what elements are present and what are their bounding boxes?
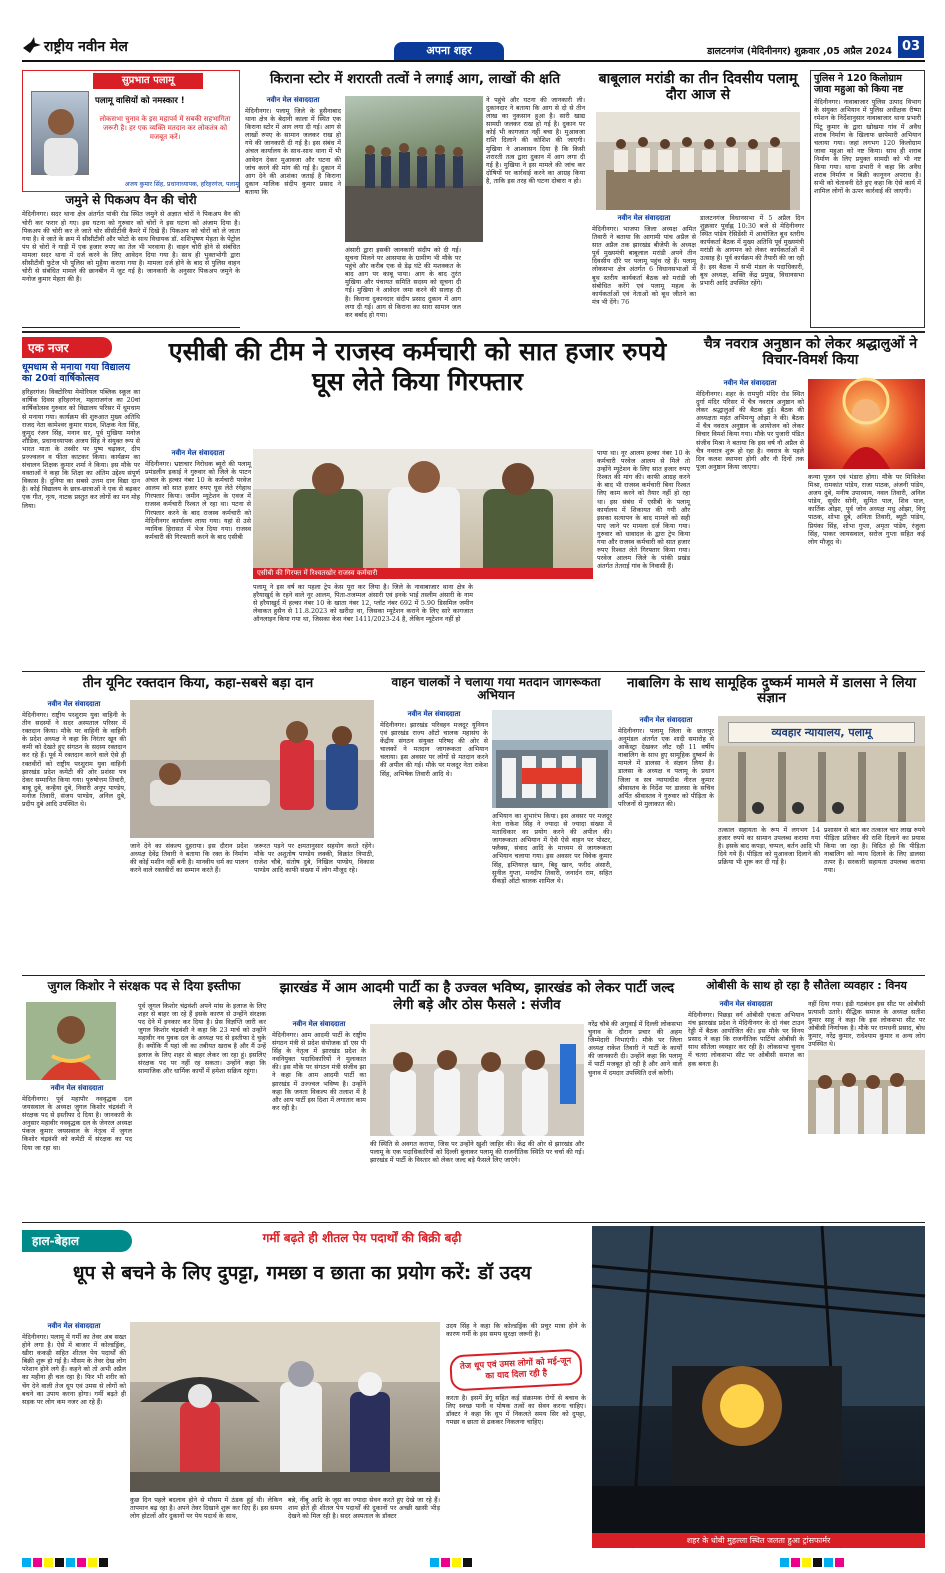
article-body: मेदिनीनगर। पूर्व महापौर नववृद्धक दल जयसवाल के अध्यक्ष जुगल किशोर चंद्रवंशी ने संरक्षक पद से इस्तीफा दे दिया है। जानकारी के अनुसार महावीर नववृद्धक दल के जेनरल अध्यक्ष पंकज कुमार जयसवाल के नेतृत्व में जुगल किशोर चंद्रवंशी को कमेटी में संरक्षक का पद दिया जा रहा था। [22, 1095, 133, 1152]
court-photo [718, 716, 925, 822]
article-body: डालटनगंज विधानसभा में 5 अप्रैल दिन शुक्रवार पूर्वाह्न 10:30 बजे से मेदिनीनगर स्थित पांडेय रेसिडेंसी में आयोजित बूथ स्तरीय कार्यकर्ता बैठक में मुख्य अतिथि पूर्व मुख्यमंत्री मरांडी के आगमन को लेकर कार्यकर्ताओं में उत्साह है। पूर्व कार्यक्रम की तैयारी की जा रही है। इस बैठक में सभी मंडल के पदाधिकारी, बूथ अध्यक्ष, शक्ति केंद्र प्रमुख, विधानसभा प्रभारी आदि उपस्थित रहेंगे। [700, 214, 804, 287]
durga-photo [808, 379, 925, 469]
story-vahan [380, 676, 612, 972]
headline: जमुने से पिकअप वैन की चोरी [65, 193, 197, 207]
divider [22, 1222, 925, 1223]
article-body: मेदिनीनगर। पिछड़ा वर्ग ओबीसी एकता अभियान मंच झारखंड प्रदेश ने मेदिनीनगर के दो नंबर टाउन रेड्डी में बैठक आयोजित की। इस मौके पर विनय प्रसाद ने कहा कि राजनीतिक पार्टियां ओबीसी के साथ सौतेला व्यवहार कर रही है। लोकसभा चुनाव में चतरा लोकसभा सीट पर ओबीसी समाज का हक बनता है। [688, 1011, 804, 1068]
article-body: नहीं दिया गया। इंडी गठबंधन इस सीट पर ओबीसी प्रत्याशी उतारे। सैद्धिक समाज के अध्यक्ष सतीश कुमार साहू ने कहा कि इस लोकसभा सीट पर ओबीसी निर्णायक है। मौके पर रामधनी प्रसाद, बोध कुमार, नरेंद्र कुमार, राधेश्याम कुमार व अन्य लोग उपस्थित थे। [808, 1000, 925, 1049]
meeting-photo [596, 112, 800, 210]
story-blood [22, 676, 374, 972]
article-body: पलामू ने इस वर्ष का पहला ट्रेप केस पूरा कर लिया है। जिले के नावाबाजार थाना क्षेत्र के हरैयाखुर्द के रहने वाले नूर आलम, पिता-तजम्मल अंसारी एवं इनके भाई तस्लीम अंसारी के नाम से हरैयाखुर्द में हल्का नंबर 10 के खाता नंबर 12, प्लॉट नंबर 692 में 5.90 डिसमिल जमीन लेवाकत हुसैन से 11.8.2023 को खरीदा था, जिसका म्यूटेशन कराने के लिए सारे कागजात ऑनलाइन किया गया था, जिसका केस नंबर 1411/2023-24 है, लेकिन म्यूटेशन नहीं हो [253, 583, 473, 624]
print-color-bar [430, 1552, 530, 1562]
byline: नवीन मेल संवाददाता [719, 1000, 773, 1008]
story-halbehal [22, 1226, 925, 1548]
auto-drivers-photo [492, 710, 612, 808]
obc-meeting-photo [808, 1050, 925, 1134]
headline: वाहन चालकों ने चलाया गया मतदान जागरूकता अभियान [391, 675, 601, 703]
story-pickup [22, 194, 240, 324]
article-body: मेदिनीनगर। पलामू जिला के छतरपुर अनुमंडल अंतर्गत एक शादी समारोह से आर्केस्ट्रा देखकर लौट रही 11 वर्षीय नाबालिग के साथ हुए सामूहिक दुष्कर्म के मामले में डालसा ने संज्ञान लिया है। डालसा के अध्यक्ष व पलामू के प्रधान जिला व सत्र न्यायाधीश नीरज कुमार श्रीवास्तव के निर्देश पर डालसा के सचिव अर्पित श्रीवास्तव ने गुरुवार को पीड़िता के परिजनों से मुलाकात की। [618, 727, 714, 808]
divider [22, 975, 925, 976]
byline: नवीन मेल संवाददाता [723, 379, 777, 387]
portrait-photo [31, 91, 89, 175]
article-body: मेदिनीनगर। पलामू में गर्मी का तेवर अब सख्त होने लगा है। ऐसे में बाजार में कोल्डड्रिंक, खीरा ककड़ी सहित शीतल पेय पदार्थों की बिक्री शुरू हो गई है। मौसम के तेवर देख लोग परेशान होने लगे हैं। कहने को तो अभी अप्रैल का महीना ही चल रहा है। फिर भी शरीर को चेंग देने वाली तेज धूप एवं उमस से लोगों को बचने का उपाय करना होगा। गर्मी बढ़ते ही सड़क पर लोग कम नजर आ रहे हैं। [22, 1333, 126, 1406]
story-jugal [22, 980, 266, 1220]
article-body: मेदिनीनगर। नावाबाजार पुलिस उत्पाद विभाग के संयुक्त अभियान में पुलिस अधीक्षक रीष्मा रमेशन के निर्देशानुसार नावाबाजार थाना प्रभारी पिंटू कुमार के द्वारा खोखमा गांव में अवैध शराब निर्माण के खिलाफ छापेमारी अभियान चलाया गया। जहां लगभग 120 किलोग्राम जावा महुआ को नष्ट किया। साथ ही शराब निर्माण के लिए प्रयुक्त सामग्री को भी नष्ट किया गया। थाना प्रभारी ने कहा कि अवैध शराब निर्माण व बिक्री कानूनन अपराध है। सभी को चेतावनी देते हुए कहा कि ऐसे कार्य में शामिल लोगों के ऊपर कार्रवाई की जाएगी। [814, 98, 921, 196]
headline: एसीबी की टीम ने राजस्व कर्मचारी को सात हजार रुपये घूस लेते किया गिरफ्तार [168, 337, 667, 396]
photo-caption: शहर के धोबी मुहल्ला स्थित जलता हुआ ट्रांसफार्मर [592, 1533, 925, 1548]
article-body: पाया था। नूर आलम हल्का नंबर 10 के कर्मचारी परवेज आलम से मिले तो उन्होंने म्यूटेशन के लिए सात हजार रुपए रिश्वत की मांग की। काफी आग्रह करने के बाद भी राजस्व कर्मचारी बिना रिश्वत लिए काम करने को तैयार नहीं हो रहा था। इस संबंध में एसीबी के पलामू कार्यालय में शिकायत की गयी और इसका सत्यापन के बाद मामले को सही पाए जाने पर मामला दर्ज किया गया। गुरुवार को धावादल के द्वारा ट्रेप किया गया और राजस्व कर्मचारी को सात हजार रुपए रिश्वत लेते गिरफ्तार किया गया। परवेज आलम जिले के पांकी प्रखंड अंतर्गत तेतराई गांव के निवासी हैं। [597, 449, 690, 571]
print-color-bar [780, 1552, 920, 1562]
article-body: तत्काल सहायता के रूप में लगभग 14 हजार रुपये का सामान उपलब्ध कराया गया है। इसके बाद कपड़ा, चप्पल, बर्तन आदि भी दिये गये हैं। पीड़िता को मुआवजा दिलाने की प्रक्रिया भी शुरू कर दी गई है। [718, 826, 820, 867]
logo-bird-icon [22, 36, 42, 54]
byline: नवीन मेल संवाददाता [47, 700, 101, 708]
story-babulal [592, 72, 804, 327]
fire-photo [345, 96, 483, 242]
headline: धूप से बचने के लिए दुपट्टा, गमछा व छाता का प्रयोग करें: डॉ उदय [72, 1262, 532, 1284]
story-obc [688, 980, 925, 1220]
byline: नवीन मेल संवाददाता [171, 449, 225, 457]
section-name: अपना शहर [394, 42, 504, 60]
story-ek-nazar [22, 337, 140, 667]
article-body: मेदिनीनगर। सदर थाना क्षेत्र अंतर्गत पांकी रोड स्थित जमुने से अज्ञात चोरों ने पिकअप वैन की चोरी कर फरार हो गए। इस घटना को गुरुवार को चोरों ने इस घटना को अंजाम दिया है। पिकअप की चोरी कर ले जाते चोर सीसीटीवी कैमरे में दिखे हैं। पिकअप को चोरों को ले जाता गया है। वे जाते के क्रम में सीसीटीवी और फोटो के साथ विधायक डॉ. शशिभूषण मेहता के पेट्रोल पंप से चोरों ने गाड़ी में एक हजार रुपए का तेल भी भरवाया है। वाहन चोरी होने से संबंधित मामला सदर थाना में दर्ज करने के लिए आवेदन दिया गया है। साथ ही भुक्तभोगी द्वारा सीसीटीवी फुटेज भी पुलिस को मुहैया कराया गया है। मामला दर्ज होने के बाद से पुलिस वाहन चोरी से संबंधित मामले की छानबीन में जुट गई है। जानकारी के अनुसार पिकअप जमुने के मनोज कुमार मेहता की है। [22, 210, 240, 284]
byline: नवीन मेल संवाददाता [617, 214, 671, 222]
section-label: एक नजर [22, 337, 112, 358]
photo-caption: एसीबी की गिरफ्त में रिश्वतखोर राजस्व कर्मचारी [253, 568, 593, 579]
byline: नवीन मेल संवाददाता [292, 1020, 346, 1028]
divider [22, 671, 925, 672]
byline: नवीन मेल संवाददाता [407, 710, 461, 718]
article-body: मेदिनीनगर। भ्रष्टाचार निरोधक ब्यूरो की पलामू प्रमंडलीय इकाई ने गुरुवार को जिले के पाटन अंचल के हल्का नंबर 10 के कर्मचारी परवेज आलम को सात हजार रुपए घूस लेते रंगेहाथ गिरफ्तार किया। जमीन म्यूटेशन के एवज में राजस्व कर्मचारी रिश्वत ले रहा था। पटना से गिरफ्तार करने के बाद राजस्व कर्मचारी को मेदिनीनगर कार्यालय लाया गया। यहां से उसे न्यायिक हिरासत में भेज दिया गया। राजस्व कर्मचारी की गिरफ्तारी करने के बाद एसीबी [145, 460, 251, 541]
article-body: मेदिनीनगर। पलामू जिले के हुसैनाबाद थाना क्षेत्र के बेदानी काला में स्थित एक किराना स्टोर में आग लगा दी गई। आग से लाखों रुपए के सामान जलकर राख हो गये की जानकारी दी गई है। इस संबंध में अंचल कार्यालय के साथ-साथ थाना में भी आवेदन देकर मुआवजा और घटना की जांच करने की मांग की गई है। दुकान में आग देने की आशंका जताई है किराना दुकान मालिक संदीप कुमार प्रसाद ने बताया कि [245, 107, 341, 196]
headline: बाबूलाल मरांडी का तीन दिवसीय पलामू दौरा आज से [598, 71, 798, 103]
byline: नवीन मेल संवाददाता [47, 1322, 101, 1330]
dateline: डालटनगंज (मेदिनीनगर) शुक्रवार ,05 अप्रैल 2024 [707, 46, 892, 57]
story-navratra [696, 337, 925, 667]
headline: जुगल किशोर ने संरक्षक पद से दिया इस्तीफा [47, 979, 241, 993]
paper-title: राष्ट्रीय नवीन मेल [44, 39, 128, 55]
jugal-portrait-photo [26, 1002, 116, 1080]
article-body: करता है। इसमें डेंगू सहित कई संक्रामक रोगों से बचाव के लिए स्वच्छ पानी व पोषक तत्वों का सेवन करना चाहिए। डॉक्टर ने कहा कि धूप में निकलते समय सिर को दुपट्टा, गमछा व छाता से ढककर निकलना चाहिए। [446, 1394, 586, 1427]
headline: धूमधाम से मनाया गया विद्यालय का 20वां वार्षिकोत्सव [22, 362, 131, 384]
article-body: हरिहरगंज। विक्टोरिया मेमोरियल पब्लिक स्कूल का वार्षिक दिवस हरिहरगंज, महाराजगंज का 20वां वार्षिकोत्सव गुरुवार को विद्यालय परिसर में धूमधाम से मनाया गया। कार्यक्रम की शुरुआत मुख्य अतिथि राजद नेता कामेश्वर कुमार यादव, शिक्षक नेता सिंह, कुमुद रंजन सिंह, मनान सर, पूर्व मुखिया मनोज शौडिक, प्रधानाध्यापक अजय सिंह ने संयुक्त रूप से भारत माता के तस्वीर पर पुष्प चढ़ाकर, दीप प्रज्ज्वलन व फीता काटकर किया। कार्यक्रम का संचालन शिक्षक कुमार शर्मा ने किया। इस मौके पर वक्ताओं ने कहा कि शिक्षा का अंतिम उद्देश्य संपूर्ण विकास है। दुनिया का सबसे उत्तम दान विद्या दान है। कोई विद्यालय के छात्र-छात्राओं ने एक से बढ़कर एक गीत, नृत्य, नाटक प्रस्तुत कर लोगों का मन मोह लिया। [22, 388, 140, 510]
headline: पुलिस ने 120 किलोग्राम जावा महुआ को किया नष्ट [814, 73, 904, 95]
headline: झारखंड में आम आदमी पार्टी का है उज्वल भविष्य, झारखंड को लेकर पार्टी जल्द लेगी बड़े और ठोस फैसले : संजीव [279, 980, 675, 1013]
transformer-fire-photo [592, 1226, 925, 1548]
article-body: उदय सिंह ने कहा कि कोल्डड्रिंक की प्रचुर मात्रा होने के कारण गर्मी के इस समय सुरक्षा जरूरी है। [446, 1322, 586, 1339]
divider [22, 327, 240, 328]
section-label: हाल-बेहाल [22, 1230, 132, 1252]
acb-arrest-photo [253, 449, 593, 579]
suprabhat-message: लोकसभा चुनाव के इस महापर्व में सबकी सहभागिता जरूरी है। हर एक व्यक्ति मतदान कर लोकतंत्र को मजबूत करें। [99, 115, 231, 141]
article-body: मेदिनीनगर। राष्ट्रीय परशुराम युवा वाहिनी के तीन सदस्यों ने सदर अस्पताल परिसर में रक्तदान किया। मौके पर वाहिनी के वाहिनी के प्रदेश अध्यक्ष ने कहा कि निरंतर खून की कमी को देखते हुए संगठन के सदस्य रक्तदान कर रहे हैं। पूर्व में रक्तदान करने वाले ऐसे ही रक्तवीरों को राष्ट्रीय परशुराम युवा वाहिनी झारखंड प्रदेश कमेटी की ओर प्रशंसा पत्र देकर सम्मानित किया गया। पुरुषोत्तम तिवारी, बाबू दुबे, कन्हैया दुबे, निवारी अनूप पाण्डेय, मनोज तिवारी, संजय पाण्डेय, अनिल दुबे, प्रदीप दुबे आदि उपस्थित थे। [22, 711, 126, 809]
page-number: 03 [898, 36, 924, 58]
story-aap [272, 980, 682, 1220]
article-body: मेदिनीनगर। भाजपा जिला अध्यक्ष अमित तिवारी ने बताया कि आगामी पांच अप्रैल से सात अप्रैल तक झारखंड बीजेपी के अध्यक्ष पूर्व मुख्यमंत्री बाबूलाल मरांडी अपने तीन दिवसीय दौरे पर पलामू पहुंच रहे हैं। पलामू लोकसभा क्षेत्र अंतर्गत 6 विधानसभाओं में बूथ स्तरीय कार्यकर्ता बैठक को मरांडी जी संबोधित करेंगे एवं पलामू महत्व के कार्यकर्ताओं एवं नेताओं को बूथ जीतने का मंत्र भी देंगे। 76 [592, 225, 696, 306]
masthead [22, 34, 925, 62]
story-kirana [245, 72, 585, 327]
byline: नवीन मेल संवाददाता [639, 716, 693, 724]
headline: किराना स्टोर में शरारती तत्वों ने लगाई आग, लाखों की क्षति [269, 71, 561, 87]
article-body: जरूरत पड़ने पर क्षमतानुसार सहयोग करते रहेंगे। मौके पर अशुतोष पाण्डेय लक्की, विक्रांत त्रिपाठी, राजेश चौबे, संतोष दुबे, निखिल पाण्डेय, विकास पाण्डेय आदि काफी संख्या में लोग मौजूद रहे। [254, 842, 374, 875]
umbrella-people-photo [130, 1322, 440, 1492]
article-body: की स्थिति से अवगत कराया, जिस पर उन्होंने खुशी जाहिर की। केंद्र की ओर से झारखंड और पलामू के एक पदाधिकारियों को दिल्ली बुलाकर पलामू की राजनीतिक स्थिति पर चर्चा की गई। झारखंड में पार्टी के विस्तार को लेकर जल्द बड़े फैसले लिए जाएंगे। [370, 1140, 584, 1165]
suprabhat-title: सुप्रभात पलामू [93, 73, 203, 89]
suprabhat-signature: अजय कुमार सिंह, प्रधानाध्यापक, हरिहरगंज, पलामू [124, 181, 239, 188]
kicker: गर्मी बढ़ते ही शीतल पेय पदार्थों की बिक्री बढ़ी [262, 1231, 462, 1245]
headline: नाबालिग के साथ सामूहिक दुष्कर्म मामले में डालसा ने लिया संज्ञान [626, 675, 917, 707]
article-body: मेदिनीनगर। आम आदमी पार्टी के राष्ट्रीय संगठन मंत्री से प्रदेश संयोजक डॉ एस पी सिंह के नेतृत्व में झारखंड प्रदेश के नवनियुक्त पदाधिकारियों ने मुलाकात की। इस मौके पर संगठन मंत्री संजीव झा ने कहा कि आम आदमी पार्टी का झारखंड में उज्ज्वल भविष्य है। उन्होंने कहा कि जनता विकल्प की तलाश में है और आप पार्टी इस दिशा में लगातार काम कर रही है। [272, 1031, 366, 1112]
story-acb [145, 337, 690, 667]
blood-donation-photo [130, 700, 374, 838]
headline: चैत्र नवरात्र अनुष्ठान को लेकर श्रद्धालुओं ने विचार-विमर्श किया [703, 336, 918, 368]
callout-box: तेज धूप एवं उमस लोगों को मई-जून का याद दिला रही है [449, 1349, 583, 1392]
byline: नवीन मेल संवाददाता [50, 1084, 104, 1092]
court-sign: व्यवहार न्यायालय, पलामू [728, 722, 915, 743]
article-body: नरेंद्र चौबे की अगुवाई में दिल्ली लोकसभा चुनाव के दौरान प्रचार की अहम जिम्मेदारी निभाएंगी। मौके पर जिला अध्यक्ष राकेश तिवारी ने पार्टी के कार्यों की जानकारी दी। उन्होंने कहा कि पलामू में पार्टी मजबूत हो रही है और आने वाले चुनाव में दमदार उपस्थिति दर्ज करेगी। [588, 1020, 682, 1077]
photo-caption-text: बन्ने, नींबू आदि के जूस का ज्यादा सेवन करते हुए देखे जा रहे हैं। शाम होते ही शीतल पेय पदार्थों की दुकानों पर अच्छी खासी भीड़ देखने को मिल रही है। सदर अस्पताल के डॉक्टर [288, 1496, 440, 1521]
article-body: अंसारी द्वारा इसकी जानकारी संदीप को दी गई। सूचना मिलने पर आसपास के ग्रामीण भी मौके पर पहुंचे और करीब एक से डेढ़ घंटे की मशक्कत के बाद आग पर काबू पाया। आग के बाद तुरंत मुखिया और पंचायत समिति सदस्य को सूचना दी गई। मुखिया ने आवेदन जमा करने की सलाह दी है। किराना दुकानदार संदीप प्रसाद दुकान में आग लगा दी गई। आग से किराना का सारा सामान जल कर बर्बाद हो गया। [345, 246, 461, 319]
aap-meeting-photo [370, 1024, 584, 1136]
byline: नवीन मेल संवाददाता [266, 96, 320, 104]
story-nabalig [618, 676, 925, 972]
article-body: जाने देने का संकल्प दुहराया। इस दौरान प्रदेश अध्यक्ष देवेंद्र तिवारी ने बताया कि रक्त के निर्माण की कोई मशीन नहीं बनी है। मानवीय धर्म का पालन करने वाले रक्तवीरों का सम्मान करते हैं। [130, 842, 248, 875]
article-body: प्रशासन से बात कर तत्काल चार लाख रुपये पीड़िता प्रतिकर की राशि दिलाने का प्रयास किया जा रहा है। विदित हो कि पीड़िता नाबालिग को न्याय दिलाने के लिए डालसा तत्पर है। सरकारी सहायता उपलब्ध कराया गया। [824, 826, 925, 875]
article-body: ने पहुंचे और घटना की जानकारी ली। दुकानदार ने बताया कि आग से दो से तीन लाख का नुकसान हुआ है। सारी खाद्य सामग्री जलकर राख हो गई है। दुकान पर कोई भी कागजात नहीं बचा है। मुआवजा राशि दिलाने की कोशिश की जाएगी। मुखिया ने आश्वासन दिया है कि किसी शरारती तत्व द्वारा दुकान में आग लगा दी गई है। मुखिया ने इस मामले की जांच कर दोषियों पर कार्रवाई करने का आग्रह किया है, ताकि इस तरह की घटना दोबारा न हो। [486, 96, 585, 185]
story-police [810, 70, 925, 328]
headline: तीन यूनिट रक्तदान किया, कहा-सबसे बड़ा दान [82, 675, 314, 691]
article-body: मेदिनीनगर। शहर के रामपुरी मंदिर रोड स्थित दुर्गा मंदिर परिसर में चैत्र नवरात्र अनुष्ठान को लेकर श्रद्धालुओं की बैठक हुई। बैठक की अध्यक्षता महंत अभिमन्यु ओझा ने की। बैठक में चैत्र नवरात्र अनुष्ठान के आयोजन को लेकर विचार विमर्श किया गया। मौके पर पुजारी पंडित संजीव मिश्रा ने बताया कि इस वर्ष नौ अप्रैल से चैत्र नवरात्र शुरू हो रहा है। नवरात्र के पहले दिन कलश स्थापना होगी और नौ दिनों तक पूजा अनुष्ठान किया जाएगा। [696, 390, 804, 471]
article-body: पूर्व जुगल किशोर चंद्रवंशी अपने मांस के इलाज के लिए शहर से बाहर जा रहे हैं इसके कारण से उन्होंने संरक्षक पद देने में इनकार कर दिया है। प्रेस विज्ञप्ति जारी कर जुगल किशोर चंद्रवंशी ने कहा कि 23 मार्च को उन्होंने महावीर नव युवक दल के अध्यक्ष पद से इस्तीफा दे चुके हैं। क्योंकि मैं यहां जी का तबीयत खराब है और मैं उन्हें इलाज के लिए शहर से बाहर लेकर जा रहा हूं। इसलिए संरक्षक पद पर नहीं रह सकता। उन्होंने कहा कि सामाजिक और धार्मिक कार्यों में हमेशा सक्रिय रहूंगा। [138, 1002, 266, 1075]
divider [22, 331, 925, 333]
greeting: पलामू वासियों को नमस्कार ! [95, 96, 185, 106]
article-body: मेदिनीनगर। झारखंड परिवहन मजदूर यूनियन एवं झारखंड राज्य ऑटो चालक महासंघ के केंद्रीय संगठन संयुक्त परिषद की ओर से चालकों ने मतदान जागरूकता अभियान चलाया। इस अवसर पर लोगों से मतदान करने की अपील की गई। मौके पर मजदूर नेता राकेश सिंह, अभिषेक तिवारी आदि थे। [380, 721, 488, 778]
article-body: कन्या पूजन एवं भंडारा होगा। मौके पर मिथिलेश मिश्रा, रामकांत पांडेय, राजा पाठक, अंजनी पांडेय, अजय दुबे, मनीष उपाध्याय, नवल तिवारी, अनिल पांडेय, सुधीर सोनी, सुमित पाल, शिव पाल, कार्तिक ओझा, पूर्व जोन अध्यक्ष मधु ओझा, विनू पाठक, शोभा दुबे, अनिता तिवारी, ब्यूटी पांडेय, प्रियंका सिंह, शोभा गुप्ता, अमृता पांडेय, रंजुला सिंह, पाकर जायसवाल, सरोज गुप्ता सहित कई लोग मौजूद थे। [808, 473, 925, 546]
print-color-bar [22, 1552, 202, 1562]
headline: ओबीसी के साथ हो रहा है सौतेला व्यवहार : विनय [706, 979, 907, 992]
article-body: अभियान का शुभारंभ किया। इस अवसर पर मजदूर नेता राकेश सिंह ने ज्यादा से ज्यादा संख्या में मताधिकार का प्रयोग करने की अपील की। जागरूकता अभियान में ऐसे ऐसे वाहन पर पोस्टर, फ्लैक्स, संवाद आदि के माध्यम से जागरूकता अभियान चलाया गया। इस अवसर पर विवेक कुमार सिंह, इम्तियाज़ खान, बिट्टू खान, फरीद अंसारी, सुनील गुप्ता, मनदीप तिवारी, जनार्दन राम, सहित सैकड़ों ऑटो चालक शामिल थे। [492, 812, 612, 885]
photo-caption-text: कुछ दिन पहले बदलाव होने से मौसम में ठंडक हुई थी। लेकिन तापमान बढ़ रहा है। अपने तेवर दिखाने शुरू कर दिए हैं। इस समय लोग होटलों और दुकानों पर पेय पदार्थ के साथ, [130, 1496, 282, 1521]
suprabhat-box [22, 70, 240, 192]
